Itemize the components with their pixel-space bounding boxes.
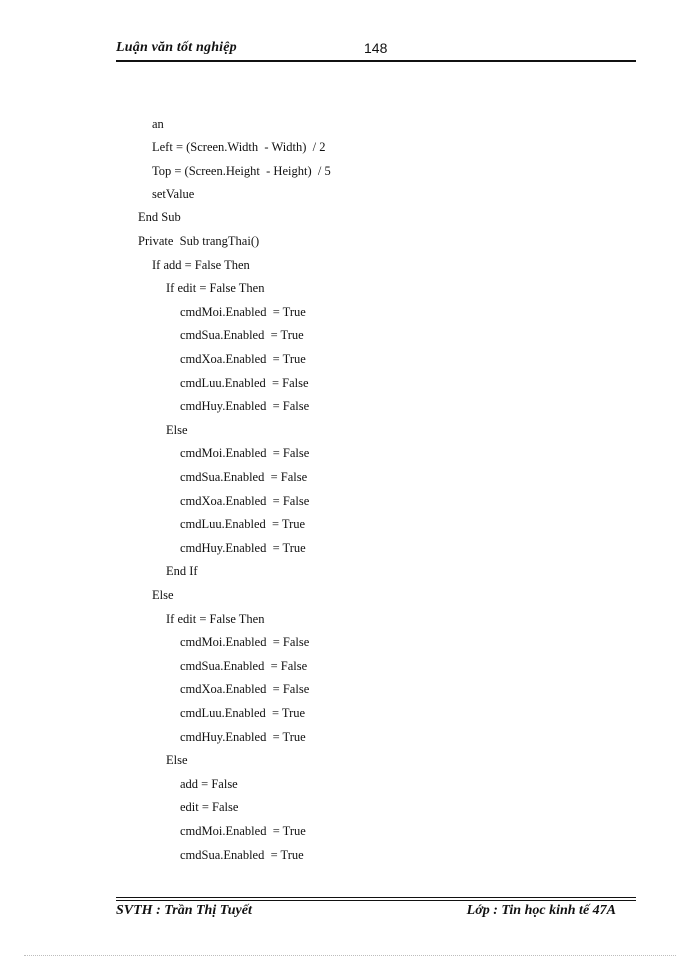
document-title: Luận văn tốt nghiệp xyxy=(116,40,237,55)
code-line: Left = (Screen.Width - Width) / 2 xyxy=(152,140,326,154)
code-line: If edit = False Then xyxy=(166,612,265,626)
footer-rule xyxy=(116,897,636,898)
code-line: an xyxy=(152,117,164,131)
code-line: cmdHuy.Enabled = False xyxy=(180,399,310,413)
code-line: cmdSua.Enabled = True xyxy=(180,328,304,342)
code-line: cmdMoi.Enabled = False xyxy=(180,635,310,649)
code-line: Else xyxy=(152,588,174,602)
code-line: cmdXoa.Enabled = True xyxy=(180,352,306,366)
code-line: Private Sub trangThai() xyxy=(138,234,260,248)
code-line: Top = (Screen.Height - Height) / 5 xyxy=(152,164,331,178)
code-line: Else xyxy=(166,753,188,767)
code-line: cmdHuy.Enabled = True xyxy=(180,541,306,555)
code-line: setValue xyxy=(152,187,195,201)
code-line: cmdLuu.Enabled = True xyxy=(180,706,306,720)
code-line: cmdMoi.Enabled = True xyxy=(180,305,306,319)
footer-class: Lớp : Tin học kinh tế 47A xyxy=(466,903,616,918)
code-line: cmdLuu.Enabled = False xyxy=(180,376,309,390)
code-line: Else xyxy=(166,423,188,437)
code-line: edit = False xyxy=(180,800,239,814)
code-line: cmdLuu.Enabled = True xyxy=(180,517,306,531)
code-line: cmdXoa.Enabled = False xyxy=(180,682,310,696)
code-line: If edit = False Then xyxy=(166,281,265,295)
page-edge-divider xyxy=(24,955,676,956)
code-line: End If xyxy=(166,564,198,578)
code-line: cmdMoi.Enabled = True xyxy=(180,824,306,838)
footer-rule xyxy=(116,900,636,901)
code-line: If add = False Then xyxy=(152,258,250,272)
code-line: cmdSua.Enabled = True xyxy=(180,848,304,862)
page-number: 148 xyxy=(364,40,388,56)
code-line: cmdXoa.Enabled = False xyxy=(180,494,310,508)
footer-author: SVTH : Trần Thị Tuyết xyxy=(116,903,252,918)
code-line: End Sub xyxy=(138,210,181,224)
code-line: cmdMoi.Enabled = False xyxy=(180,446,310,460)
code-line: cmdHuy.Enabled = True xyxy=(180,730,306,744)
code-line: cmdSua.Enabled = False xyxy=(180,659,308,673)
code-line: add = False xyxy=(180,777,238,791)
code-line: cmdSua.Enabled = False xyxy=(180,470,308,484)
